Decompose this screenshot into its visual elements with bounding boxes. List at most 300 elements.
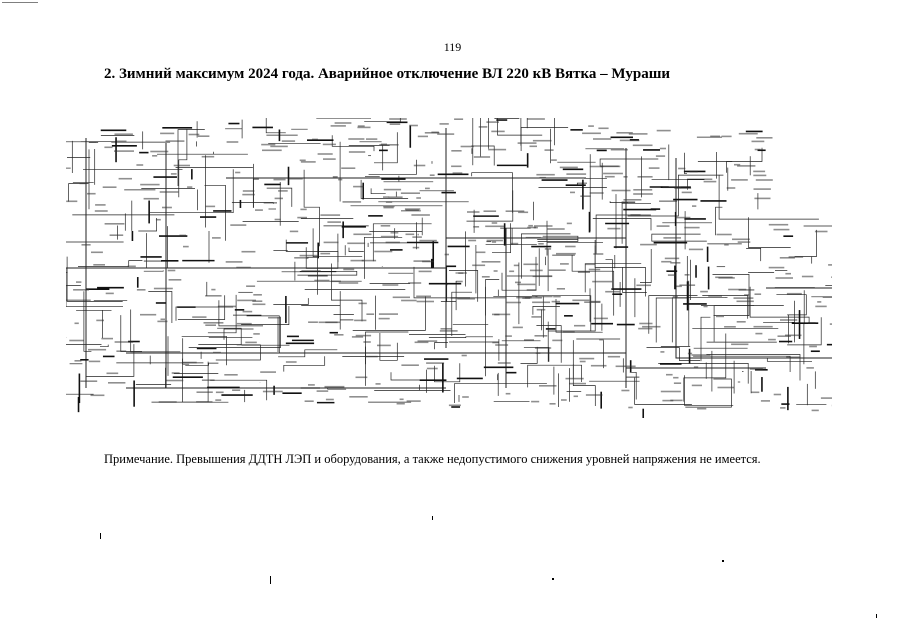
label-mark: [411, 214, 430, 216]
label-mark: [300, 255, 319, 257]
label-mark: [104, 147, 112, 149]
label-mark: [140, 314, 156, 316]
label-mark: [751, 392, 759, 394]
label-mark: [599, 339, 604, 341]
label-mark: [274, 179, 286, 181]
label-mark: [232, 389, 240, 391]
connection-line: [713, 274, 750, 315]
label-mark: [317, 390, 329, 392]
label-mark: [324, 242, 339, 244]
label-mark: [482, 276, 490, 278]
label-mark: [734, 297, 754, 299]
label-mark: [533, 276, 553, 278]
label-mark: [69, 340, 83, 342]
label-mark: [755, 149, 761, 151]
connection-line: [331, 264, 362, 322]
label-mark: [808, 322, 816, 324]
label-mark: [498, 362, 511, 364]
label-mark: [817, 301, 821, 303]
label-mark: [598, 128, 608, 130]
label-mark: [95, 210, 108, 212]
connection-line: [767, 358, 812, 361]
label-mark: [545, 248, 551, 250]
label-mark: [379, 318, 390, 320]
label-mark: [379, 313, 398, 315]
connection-line: [687, 179, 712, 190]
label-mark: [754, 198, 770, 200]
label-mark: [204, 322, 224, 324]
label-mark: [140, 184, 159, 186]
label-mark: [601, 166, 621, 168]
label-mark: [536, 352, 541, 354]
label-mark: [366, 313, 374, 315]
label-mark: [552, 340, 562, 342]
label-mark: [75, 360, 82, 362]
label-mark: [260, 371, 276, 373]
label-mark: [384, 189, 401, 191]
label-mark: [755, 333, 762, 335]
label-mark: [750, 368, 763, 370]
label-mark: [456, 281, 463, 283]
label-mark: [327, 221, 341, 223]
label-mark: [535, 335, 548, 337]
label-mark: [301, 161, 316, 163]
label-mark: [381, 225, 391, 227]
label-mark: [662, 400, 673, 402]
label-mark: [657, 225, 670, 227]
label-mark: [828, 264, 832, 266]
connection-line: [216, 345, 261, 360]
label-mark: [670, 262, 680, 264]
label-mark: [515, 282, 521, 284]
label-mark: [73, 289, 89, 291]
label-mark: [144, 260, 162, 262]
label-mark: [506, 393, 511, 395]
label-mark: [724, 326, 736, 328]
label-mark: [263, 391, 283, 393]
label-mark: [275, 198, 283, 200]
label-mark: [157, 321, 167, 323]
connection-line: [449, 339, 499, 361]
label-mark: [588, 125, 594, 127]
label-mark: [427, 368, 438, 370]
label-mark: [253, 304, 266, 306]
label-mark: [366, 138, 377, 140]
label-mark: [348, 138, 364, 140]
label-mark: [294, 257, 309, 259]
label-mark: [366, 356, 378, 358]
label-mark: [594, 318, 608, 320]
label-mark: [397, 403, 405, 405]
label-mark: [697, 408, 706, 410]
note-text: Примечание. Превышения ДДТН ЛЭП и оборудования, а также недопустимого снижения уровней напряжения не имеется.: [104, 452, 761, 466]
label-mark: [532, 302, 550, 304]
label-mark: [216, 392, 224, 394]
label-mark: [674, 382, 681, 384]
label-mark: [416, 197, 421, 199]
label-mark: [531, 316, 541, 318]
label-mark: [565, 246, 576, 248]
connection-line: [585, 264, 641, 293]
scheme-labels: [66, 118, 832, 411]
label-mark: [301, 270, 320, 272]
label-mark: [76, 281, 81, 283]
label-mark: [774, 229, 790, 231]
label-mark: [212, 237, 221, 239]
label-mark: [440, 123, 449, 125]
label-mark: [235, 172, 240, 174]
label-mark: [780, 407, 785, 409]
label-mark: [492, 222, 498, 224]
label-mark: [589, 269, 600, 271]
label-mark: [638, 176, 653, 178]
label-mark: [393, 297, 410, 299]
label-mark: [116, 350, 126, 352]
label-mark: [563, 331, 575, 333]
label-mark: [422, 261, 434, 263]
label-mark: [756, 179, 773, 181]
label-mark: [753, 171, 765, 173]
label-mark: [312, 139, 318, 141]
label-mark: [633, 189, 652, 191]
label-mark: [716, 316, 724, 318]
label-mark: [642, 326, 660, 328]
label-mark: [409, 125, 418, 127]
label-mark: [731, 179, 748, 181]
label-mark: [574, 396, 578, 398]
label-mark: [416, 296, 431, 298]
connection-line: [685, 153, 687, 174]
label-mark: [95, 204, 106, 206]
label-mark: [362, 260, 376, 262]
label-mark: [406, 234, 415, 236]
label-mark: [551, 159, 557, 161]
label-mark: [167, 380, 184, 382]
label-mark: [357, 127, 370, 129]
label-mark: [753, 175, 766, 177]
connection-line: [138, 218, 156, 231]
label-mark: [522, 297, 530, 299]
label-mark: [574, 325, 585, 327]
label-mark: [739, 133, 758, 135]
connection-line: [684, 375, 733, 405]
label-mark: [754, 188, 771, 190]
label-mark: [101, 338, 113, 340]
connection-line: [371, 188, 386, 193]
label-mark: [467, 211, 480, 213]
connection-line: [573, 364, 595, 406]
label-mark: [776, 277, 794, 279]
label-mark: [495, 344, 508, 346]
connection-line: [693, 356, 790, 372]
label-mark: [778, 335, 791, 337]
label-mark: [492, 241, 496, 243]
label-mark: [786, 356, 800, 358]
label-mark: [802, 276, 813, 278]
label-mark: [96, 320, 104, 322]
label-mark: [485, 226, 504, 228]
label-mark: [621, 390, 629, 392]
label-mark: [507, 302, 521, 304]
label-mark: [187, 186, 192, 188]
label-mark: [400, 399, 404, 401]
connection-line: [76, 310, 111, 338]
connection-line: [67, 257, 123, 302]
label-mark: [166, 140, 185, 142]
label-mark: [724, 244, 729, 246]
label-mark: [620, 140, 640, 142]
label-mark: [237, 300, 256, 302]
label-mark: [353, 234, 371, 236]
label-mark: [663, 237, 681, 239]
label-mark: [616, 366, 636, 368]
label-mark: [505, 335, 512, 337]
label-mark: [300, 160, 306, 162]
label-mark: [639, 323, 652, 325]
label-mark: [717, 234, 732, 236]
label-mark: [535, 347, 551, 349]
label-mark: [454, 118, 463, 120]
label-mark: [211, 289, 215, 291]
label-mark: [633, 145, 653, 147]
label-mark: [539, 385, 557, 387]
label-mark: [389, 196, 403, 198]
label-mark: [585, 264, 595, 266]
label-mark: [326, 399, 334, 401]
label-mark: [88, 349, 106, 351]
label-mark: [722, 136, 732, 138]
scan-mark: [2, 2, 38, 3]
label-mark: [162, 207, 172, 209]
label-mark: [787, 293, 802, 295]
label-mark: [353, 186, 364, 188]
label-mark: [66, 201, 77, 203]
connection-line: [776, 295, 806, 315]
label-mark: [638, 328, 652, 330]
scan-mark: [100, 533, 101, 539]
label-mark: [755, 293, 762, 295]
label-mark: [607, 228, 620, 230]
label-mark: [727, 187, 736, 189]
label-mark: [517, 284, 535, 286]
label-mark: [386, 242, 400, 244]
label-mark: [603, 173, 623, 175]
label-mark: [198, 135, 210, 137]
label-mark: [174, 165, 190, 167]
label-mark: [769, 224, 788, 226]
label-mark: [738, 241, 751, 243]
connection-line: [658, 363, 748, 383]
label-mark: [343, 201, 362, 203]
label-mark: [189, 134, 200, 136]
label-mark: [426, 362, 444, 364]
label-mark: [578, 271, 590, 273]
label-mark: [550, 403, 556, 405]
connection-line: [121, 315, 142, 351]
connection-line: [152, 362, 209, 403]
label-mark: [80, 380, 97, 382]
connection-line: [66, 268, 91, 300]
label-mark: [663, 187, 681, 189]
label-mark: [675, 217, 690, 219]
label-mark: [110, 234, 124, 236]
label-mark: [246, 285, 255, 287]
label-mark: [715, 277, 732, 279]
connection-line: [182, 336, 227, 365]
connection-line: [719, 175, 819, 219]
label-mark: [156, 219, 161, 221]
label-mark: [253, 333, 259, 335]
label-mark: [591, 365, 607, 367]
label-mark: [676, 286, 682, 288]
label-mark: [414, 165, 426, 167]
label-mark: [756, 137, 772, 139]
connection-line: [656, 256, 687, 343]
label-mark: [215, 399, 221, 401]
label-mark: [431, 132, 439, 134]
label-mark: [821, 397, 832, 399]
label-mark: [494, 314, 499, 316]
label-mark: [831, 276, 832, 278]
label-mark: [487, 240, 503, 242]
label-mark: [530, 146, 538, 148]
scan-mark: [876, 614, 877, 618]
label-mark: [582, 133, 601, 135]
label-mark: [592, 281, 612, 283]
label-mark: [115, 341, 134, 343]
label-mark: [518, 142, 537, 144]
label-mark: [401, 300, 417, 302]
label-mark: [608, 356, 620, 358]
label-mark: [262, 150, 282, 152]
label-mark: [468, 240, 476, 242]
label-mark: [579, 358, 594, 360]
label-mark: [527, 227, 536, 229]
connection-line: [224, 329, 254, 340]
label-mark: [692, 385, 702, 387]
label-mark: [382, 284, 398, 286]
label-mark: [119, 178, 132, 180]
label-mark: [572, 300, 589, 302]
label-mark: [649, 167, 660, 169]
label-mark: [325, 386, 345, 388]
label-mark: [401, 364, 419, 366]
label-mark: [144, 198, 159, 200]
connection-line: [306, 234, 338, 269]
label-mark: [325, 322, 340, 324]
label-mark: [243, 190, 255, 192]
label-mark: [243, 311, 253, 313]
label-mark: [335, 122, 352, 124]
connection-line: [69, 184, 89, 202]
label-mark: [688, 353, 692, 355]
label-mark: [314, 280, 329, 282]
connection-line: [746, 248, 761, 261]
label-mark: [668, 274, 676, 276]
label-mark: [105, 223, 125, 225]
label-mark: [245, 342, 256, 344]
label-mark: [692, 354, 711, 356]
label-mark: [389, 118, 407, 120]
label-mark: [282, 140, 295, 142]
label-mark: [419, 271, 432, 273]
label-mark: [513, 327, 523, 329]
connection-line: [253, 179, 259, 208]
label-mark: [823, 296, 832, 298]
label-mark: [237, 323, 252, 325]
label-mark: [815, 231, 828, 233]
label-mark: [511, 243, 519, 245]
connection-line: [600, 159, 658, 166]
label-mark: [107, 373, 119, 375]
label-mark: [196, 401, 212, 403]
label-mark: [320, 214, 340, 216]
label-mark: [690, 171, 698, 173]
label-mark: [806, 367, 814, 369]
label-mark: [401, 192, 420, 194]
label-mark: [473, 226, 479, 228]
label-mark: [224, 374, 237, 376]
label-mark: [732, 239, 750, 241]
label-mark: [524, 339, 534, 341]
label-mark: [80, 183, 87, 185]
label-mark: [657, 130, 671, 132]
page-number: 119: [443, 40, 462, 54]
label-mark: [569, 383, 586, 385]
label-mark: [461, 146, 474, 148]
connection-line: [538, 236, 578, 241]
label-mark: [523, 264, 538, 266]
connection-line: [630, 372, 636, 399]
label-mark: [75, 323, 79, 325]
connection-line: [441, 281, 456, 310]
label-mark: [449, 405, 461, 407]
label-mark: [612, 190, 631, 192]
label-mark: [182, 362, 197, 364]
label-mark: [591, 301, 601, 303]
label-mark: [710, 136, 720, 138]
label-mark: [557, 288, 565, 290]
label-mark: [660, 148, 666, 150]
label-mark: [179, 235, 186, 237]
connection-line: [301, 291, 340, 329]
label-mark: [264, 202, 277, 204]
label-mark: [150, 151, 168, 153]
label-mark: [547, 228, 565, 230]
label-mark: [812, 410, 819, 412]
label-mark: [236, 267, 251, 269]
label-mark: [412, 236, 422, 238]
label-mark: [437, 133, 454, 135]
connection-line: [454, 384, 547, 403]
label-mark: [486, 121, 499, 123]
label-mark: [527, 118, 545, 120]
label-mark: [168, 270, 176, 272]
label-mark: [171, 173, 177, 175]
connection-line: [374, 132, 397, 163]
label-mark: [381, 236, 398, 238]
label-mark: [386, 201, 392, 203]
label-mark: [82, 244, 91, 246]
label-mark: [408, 282, 421, 284]
label-mark: [253, 294, 262, 296]
label-mark: [553, 296, 561, 298]
label-mark: [728, 289, 746, 291]
label-mark: [659, 200, 677, 202]
connection-line: [364, 237, 402, 279]
label-mark: [93, 264, 105, 266]
label-mark: [242, 251, 256, 253]
